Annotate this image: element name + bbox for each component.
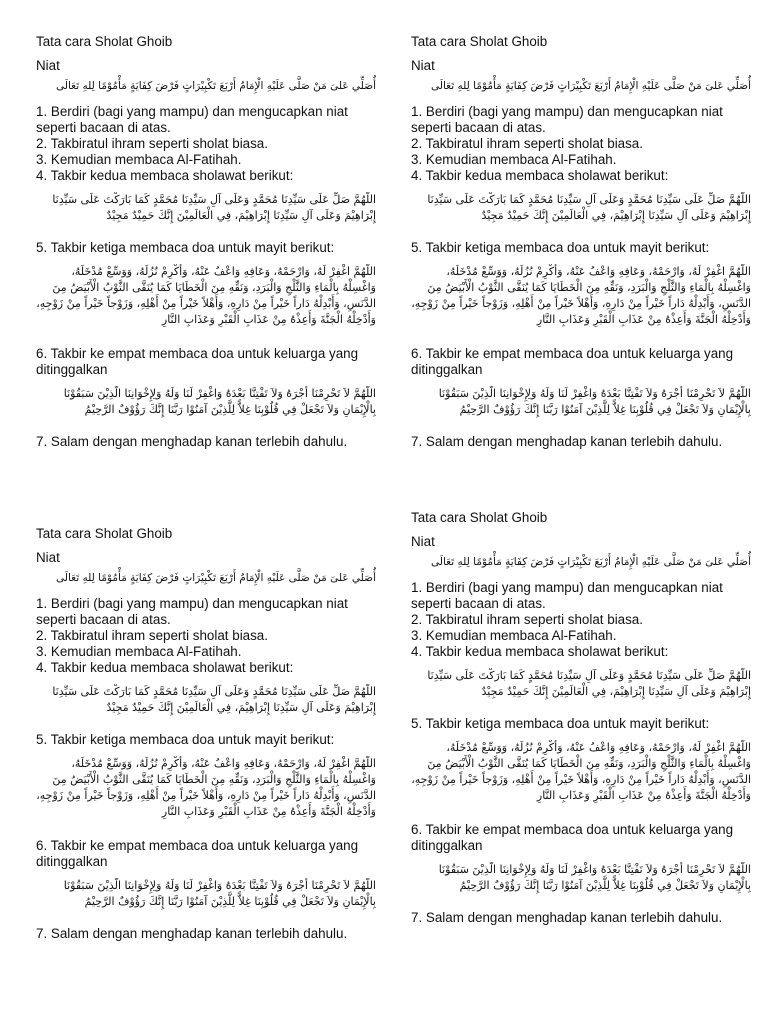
instruction-card-bottom-left (36, 526, 376, 942)
niat-arabic-text: أُصَلِّي عَلىَ مَنْ صَلَّى عَلَيْهِ الْإِمَامُ أَرْبَعَ تَكْبِيْرَاتٍ فَرْضَ كِفَايَةٍ مَأْمُوْمًا لِلهِ تَعَالَى (56, 80, 376, 92)
step-1: 1. Berdiri (bagi yang mampu) dan mengucapkan niat seperti bacaan di atas. (411, 104, 723, 135)
card-title: Tata cara Sholat Ghoib (36, 526, 173, 541)
step-2: 2. Takbiratul ihram seperti sholat biasa. (36, 136, 268, 151)
niat-heading: Niat (36, 58, 60, 73)
step-7: 7. Salam dengan menghadap kanan terlebih dahulu. (411, 910, 723, 925)
family-prayer-arabic-text: اللَّهُمَّ لاَ تَحْرِمْنَا أَجْرَهُ وَلاَ تَفْتِنَّا بَعْدَهُ وَاغْفِرْ لَنَا وَلَهُ وَلِإِخْوَانِنَا الَّذِيْنَ سَبَقُوْنَا بِالْإِيْمَانِ وَلاَ تَجْعَلْ فِي قُلُوْبِنَا غِلاًّ لِلَّذِيْنَ آمَنُوْا رَبَّنَا إِنَّكَ رَؤُوْفٌ الرَّحِيْمُ (63, 387, 376, 416)
step-7: 7. Salam dengan menghadap kanan terlebih dahulu. (36, 434, 348, 449)
step-1: 1. Berdiri (bagi yang mampu) dan mengucapkan niat seperti bacaan di atas. (411, 580, 723, 611)
mayit-prayer-arabic-text: اللَّهُمَّ اغْفِرْ لَهُ، وَارْحَمْهُ، وَعَافِهِ وَاعْفُ عَنْهُ، وَأَكْرِمْ نُزُلَهُ، وَوَسِّعْ مُدْخَلَهُ، وَاغْسِلْهُ بِالْمَاءِ وَالثَّلْجِ وَالْبَرَدِ، وَنَقِّهِ مِنَ الْخَطَايَا كَمَا يُنَقَّى الثَّوْبُ الْأَبْيَضُ مِنَ الدَّنَسِ، وَأَبْدِلْهُ دَاراً خَيْراً مِنْ دَارِهِ، وَأَهْلاً خَيْراً مِنْ أَهْلِهِ، وَزَوْجاً خَيْراً مِنْ زَوْجِهِ، وَأَدْخِلْهُ الْجَنَّةَ وَأَعِذْهُ مِنْ عَذَابِ الْقَبْرِ وَعَذَابِ النَّارِ (411, 741, 751, 802)
niat-arabic-text: أُصَلِّي عَلىَ مَنْ صَلَّى عَلَيْهِ الْإِمَامُ أَرْبَعَ تَكْبِيْرَاتٍ فَرْضَ كِفَايَةٍ مَأْمُوْمًا لِلهِ تَعَالَى (431, 80, 751, 92)
card-title: Tata cara Sholat Ghoib (411, 34, 548, 49)
shalawat-arabic-text: اللَّهُمَّ صَلِّ عَلَى سَيِّدِنَا مُحَمَّدٍ وَعَلَى آلِ سَيِّدِنَا مُحَمَّدٍ كَمَا بَارَكْتَ عَلَى سَيِّدِنَا إِبْرَاهِيْمَ وَعَلَى آلِ سَيِّدِنَا إِبْرَاهِيْمَ، فِي الْعَالَمِيْنَ إِنَّكَ حَمِيْدٌ مَجِيْدٌ (427, 193, 751, 222)
step-7: 7. Salam dengan menghadap kanan terlebih dahulu. (411, 434, 723, 449)
card-title: Tata cara Sholat Ghoib (411, 510, 548, 525)
step-6: 6. Takbir ke empat membaca doa untuk keluarga yang ditinggalkan (36, 346, 359, 377)
instruction-card-bottom-right (411, 510, 751, 926)
step-2: 2. Takbiratul ihram seperti sholat biasa. (411, 612, 643, 627)
niat-heading: Niat (36, 550, 60, 565)
niat-arabic-text: أُصَلِّي عَلىَ مَنْ صَلَّى عَلَيْهِ الْإِمَامُ أَرْبَعَ تَكْبِيْرَاتٍ فَرْضَ كِفَايَةٍ مَأْمُوْمًا لِلهِ تَعَالَى (56, 572, 376, 584)
step-4: 4. Takbir kedua membaca sholawat berikut: (36, 660, 294, 675)
niat-heading: Niat (411, 58, 435, 73)
mayit-prayer-arabic-text: اللَّهُمَّ اغْفِرْ لَهُ، وَارْحَمْهُ، وَعَافِهِ وَاعْفُ عَنْهُ، وَأَكْرِمْ نُزُلَهُ، وَوَسِّعْ مُدْخَلَهُ، وَاغْسِلْهُ بِالْمَاءِ وَالثَّلْجِ وَالْبَرَدِ، وَنَقِّهِ مِنَ الْخَطَايَا كَمَا يُنَقَّى الثَّوْبُ الْأَبْيَضُ مِنَ الدَّنَسِ، وَأَبْدِلْهُ دَاراً خَيْراً مِنْ دَارِهِ، وَأَهْلاً خَيْراً مِنْ أَهْلِهِ، وَزَوْجاً خَيْراً مِنْ زَوْجِهِ، وَأَدْخِلْهُ الْجَنَّةَ وَأَعِذْهُ مِنْ عَذَابِ الْقَبْرِ وَعَذَابِ النَّارِ (36, 757, 376, 818)
step-6: 6. Takbir ke empat membaca doa untuk keluarga yang ditinggalkan (411, 346, 734, 377)
shalawat-arabic-text: اللَّهُمَّ صَلِّ عَلَى سَيِّدِنَا مُحَمَّدٍ وَعَلَى آلِ سَيِّدِنَا مُحَمَّدٍ كَمَا بَارَكْتَ عَلَى سَيِّدِنَا إِبْرَاهِيْمَ وَعَلَى آلِ سَيِّدِنَا إِبْرَاهِيْمَ، فِي الْعَالَمِيْنَ إِنَّكَ حَمِيْدٌ مَجِيْدٌ (52, 685, 376, 714)
family-prayer-arabic-text: اللَّهُمَّ لاَ تَحْرِمْنَا أَجْرَهُ وَلاَ تَفْتِنَّا بَعْدَهُ وَاغْفِرْ لَنَا وَلَهُ وَلِإِخْوَانِنَا الَّذِيْنَ سَبَقُوْنَا بِالْإِيْمَانِ وَلاَ تَجْعَلْ فِي قُلُوْبِنَا غِلاًّ لِلَّذِيْنَ آمَنُوْا رَبَّنَا إِنَّكَ رَؤُوْفٌ الرَّحِيْمُ (438, 387, 751, 416)
mayit-prayer-arabic-text: اللَّهُمَّ اغْفِرْ لَهُ، وَارْحَمْهُ، وَعَافِهِ وَاعْفُ عَنْهُ، وَأَكْرِمْ نُزُلَهُ، وَوَسِّعْ مُدْخَلَهُ، وَاغْسِلْهُ بِالْمَاءِ وَالثَّلْجِ وَالْبَرَدِ، وَنَقِّهِ مِنَ الْخَطَايَا كَمَا يُنَقَّى الثَّوْبُ الْأَبْيَضُ مِنَ الدَّنَسِ، وَأَبْدِلْهُ دَاراً خَيْراً مِنْ دَارِهِ، وَأَهْلاً خَيْراً مِنْ أَهْلِهِ، وَزَوْجاً خَيْراً مِنْ زَوْجِهِ، وَأَدْخِلْهُ الْجَنَّةَ وَأَعِذْهُ مِنْ عَذَابِ الْقَبْرِ وَعَذَابِ النَّارِ (36, 265, 376, 326)
family-prayer-arabic-text: اللَّهُمَّ لاَ تَحْرِمْنَا أَجْرَهُ وَلاَ تَفْتِنَّا بَعْدَهُ وَاغْفِرْ لَنَا وَلَهُ وَلِإِخْوَانِنَا الَّذِيْنَ سَبَقُوْنَا بِالْإِيْمَانِ وَلاَ تَجْعَلْ فِي قُلُوْبِنَا غِلاًّ لِلَّذِيْنَ آمَنُوْا رَبَّنَا إِنَّكَ رَؤُوْفٌ الرَّحِيْمُ (438, 863, 751, 892)
step-1: 1. Berdiri (bagi yang mampu) dan mengucapkan niat seperti bacaan di atas. (36, 596, 348, 627)
step-5: 5. Takbir ketiga membaca doa untuk mayit berikut: (411, 716, 710, 731)
step-2: 2. Takbiratul ihram seperti sholat biasa. (36, 628, 268, 643)
shalawat-arabic-text: اللَّهُمَّ صَلِّ عَلَى سَيِّدِنَا مُحَمَّدٍ وَعَلَى آلِ سَيِّدِنَا مُحَمَّدٍ كَمَا بَارَكْتَ عَلَى سَيِّدِنَا إِبْرَاهِيْمَ وَعَلَى آلِ سَيِّدِنَا إِبْرَاهِيْمَ، فِي الْعَالَمِيْنَ إِنَّكَ حَمِيْدٌ مَجِيْدٌ (427, 669, 751, 698)
mayit-prayer-arabic-text: اللَّهُمَّ اغْفِرْ لَهُ، وَارْحَمْهُ، وَعَافِهِ وَاعْفُ عَنْهُ، وَأَكْرِمْ نُزُلَهُ، وَوَسِّعْ مُدْخَلَهُ، وَاغْسِلْهُ بِالْمَاءِ وَالثَّلْجِ وَالْبَرَدِ، وَنَقِّهِ مِنَ الْخَطَايَا كَمَا يُنَقَّى الثَّوْبُ الْأَبْيَضُ مِنَ الدَّنَسِ، وَأَبْدِلْهُ دَاراً خَيْراً مِنْ دَارِهِ، وَأَهْلاً خَيْراً مِنْ أَهْلِهِ، وَزَوْجاً خَيْراً مِنْ زَوْجِهِ، وَأَدْخِلْهُ الْجَنَّةَ وَأَعِذْهُ مِنْ عَذَابِ الْقَبْرِ وَعَذَابِ النَّارِ (411, 265, 751, 326)
step-4: 4. Takbir kedua membaca sholawat berikut: (411, 644, 669, 659)
step-3: 3. Kemudian membaca Al-Fatihah. (36, 644, 242, 659)
family-prayer-arabic-text: اللَّهُمَّ لاَ تَحْرِمْنَا أَجْرَهُ وَلاَ تَفْتِنَّا بَعْدَهُ وَاغْفِرْ لَنَا وَلَهُ وَلِإِخْوَانِنَا الَّذِيْنَ سَبَقُوْنَا بِالْإِيْمَانِ وَلاَ تَجْعَلْ فِي قُلُوْبِنَا غِلاًّ لِلَّذِيْنَ آمَنُوْا رَبَّنَا إِنَّكَ رَؤُوْفٌ الرَّحِيْمُ (63, 879, 376, 908)
step-5: 5. Takbir ketiga membaca doa untuk mayit berikut: (411, 240, 710, 255)
niat-arabic-text: أُصَلِّي عَلىَ مَنْ صَلَّى عَلَيْهِ الْإِمَامُ أَرْبَعَ تَكْبِيْرَاتٍ فَرْضَ كِفَايَةٍ مَأْمُوْمًا لِلهِ تَعَالَى (431, 556, 751, 568)
step-3: 3. Kemudian membaca Al-Fatihah. (411, 628, 617, 643)
card-title: Tata cara Sholat Ghoib (36, 34, 173, 49)
instruction-card-top-left (36, 34, 376, 450)
instruction-card-top-right (411, 34, 751, 450)
step-2: 2. Takbiratul ihram seperti sholat biasa. (411, 136, 643, 151)
step-3: 3. Kemudian membaca Al-Fatihah. (411, 152, 617, 167)
step-4: 4. Takbir kedua membaca sholawat berikut: (36, 168, 294, 183)
step-3: 3. Kemudian membaca Al-Fatihah. (36, 152, 242, 167)
step-1: 1. Berdiri (bagi yang mampu) dan mengucapkan niat seperti bacaan di atas. (36, 104, 348, 135)
shalawat-arabic-text: اللَّهُمَّ صَلِّ عَلَى سَيِّدِنَا مُحَمَّدٍ وَعَلَى آلِ سَيِّدِنَا مُحَمَّدٍ كَمَا بَارَكْتَ عَلَى سَيِّدِنَا إِبْرَاهِيْمَ وَعَلَى آلِ سَيِّدِنَا إِبْرَاهِيْمَ، فِي الْعَالَمِيْنَ إِنَّكَ حَمِيْدٌ مَجِيْدٌ (52, 193, 376, 222)
step-6: 6. Takbir ke empat membaca doa untuk keluarga yang ditinggalkan (36, 838, 359, 869)
niat-heading: Niat (411, 534, 435, 549)
step-7: 7. Salam dengan menghadap kanan terlebih dahulu. (36, 926, 348, 941)
step-4: 4. Takbir kedua membaca sholawat berikut: (411, 168, 669, 183)
step-6: 6. Takbir ke empat membaca doa untuk keluarga yang ditinggalkan (411, 822, 734, 853)
step-5: 5. Takbir ketiga membaca doa untuk mayit berikut: (36, 732, 335, 747)
step-5: 5. Takbir ketiga membaca doa untuk mayit berikut: (36, 240, 335, 255)
